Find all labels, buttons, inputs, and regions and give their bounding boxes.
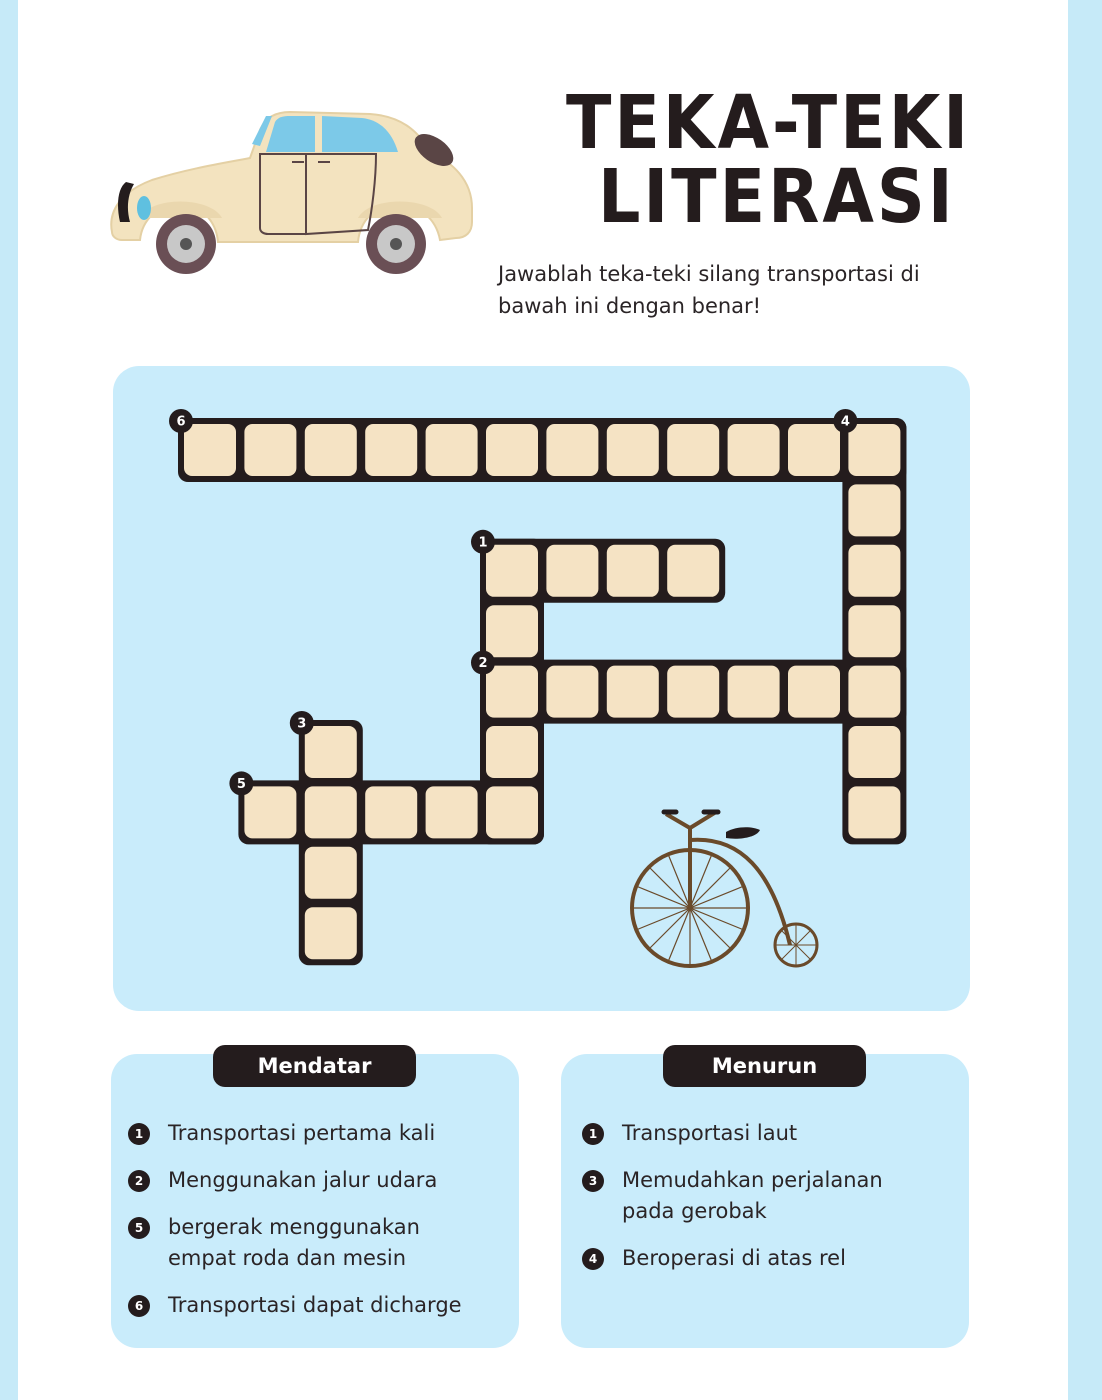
clue-number-label: 3 xyxy=(297,716,307,732)
title-line-1: TEKA-TEKI xyxy=(566,80,972,166)
clue-number-badge: 5 xyxy=(128,1217,150,1239)
crossword-cell[interactable] xyxy=(305,726,357,778)
across-header: Mendatar xyxy=(213,1045,416,1087)
crossword-cell[interactable] xyxy=(426,424,478,476)
clue-number-marker xyxy=(229,771,253,795)
across-clue-6 xyxy=(128,1290,508,1321)
clue-number-label: 1 xyxy=(478,535,488,551)
crossword-cell[interactable] xyxy=(365,786,417,838)
crossword-cell[interactable] xyxy=(365,424,417,476)
clue-number-marker xyxy=(833,409,857,433)
clue-text: Transportasi laut xyxy=(622,1121,798,1145)
crossword-cell[interactable] xyxy=(848,726,900,778)
across-clue-list xyxy=(128,1118,508,1321)
crossword-cell[interactable] xyxy=(546,666,598,718)
crossword-cell[interactable] xyxy=(426,786,478,838)
crossword-cell[interactable] xyxy=(667,424,719,476)
crossword-cell[interactable] xyxy=(728,424,780,476)
down-clue-4 xyxy=(582,1243,952,1274)
crossword-cell[interactable] xyxy=(607,545,659,597)
crossword-cell[interactable] xyxy=(305,786,357,838)
down-header: Menurun xyxy=(663,1045,866,1087)
title-line-2: LITERASI xyxy=(598,154,956,240)
crossword-cell[interactable] xyxy=(728,666,780,718)
across-clue-1 xyxy=(128,1118,508,1149)
crossword-cell[interactable] xyxy=(848,484,900,536)
crossword-cell[interactable] xyxy=(848,786,900,838)
crossword-cell[interactable] xyxy=(244,786,296,838)
clue-text: Beroperasi di atas rel xyxy=(622,1246,846,1270)
across-clue-2 xyxy=(128,1165,508,1196)
crossword-cell[interactable] xyxy=(486,726,538,778)
clue-number-badge: 1 xyxy=(128,1123,150,1145)
crossword-cell[interactable] xyxy=(244,424,296,476)
crossword-cell[interactable] xyxy=(848,545,900,597)
clue-number-badge: 6 xyxy=(128,1295,150,1317)
crossword-cell[interactable] xyxy=(305,907,357,959)
crossword-cell[interactable] xyxy=(546,424,598,476)
clue-number-marker xyxy=(471,530,495,554)
clue-number-badge: 3 xyxy=(582,1170,604,1192)
clue-text: Transportasi pertama kali xyxy=(168,1121,436,1145)
crossword-cell[interactable] xyxy=(848,424,900,476)
crossword-cell[interactable] xyxy=(305,847,357,899)
down-clue-3 xyxy=(582,1165,902,1227)
clue-number-marker xyxy=(169,409,193,433)
clue-number-label: 5 xyxy=(236,776,246,792)
clue-number-badge: 1 xyxy=(582,1123,604,1145)
clue-text: Transportasi dapat dicharge xyxy=(168,1293,462,1317)
clue-number-label: 6 xyxy=(176,414,186,430)
crossword-cell[interactable] xyxy=(486,605,538,657)
clue-number-label: 2 xyxy=(478,656,488,672)
across-clue-5 xyxy=(128,1212,468,1274)
crossword-cell[interactable] xyxy=(607,424,659,476)
clue-number-badge: 2 xyxy=(128,1170,150,1192)
instruction-text: Jawablah teka-teki silang transportasi di bawah ini dengan benar! xyxy=(498,262,920,318)
clue-number-label: 4 xyxy=(840,414,850,430)
clue-text: Menggunakan jalur udara xyxy=(168,1168,438,1192)
down-clue-list xyxy=(582,1118,952,1274)
crossword-cell[interactable] xyxy=(486,545,538,597)
clue-text: Memudahkan perjalanan pada gerobak xyxy=(622,1168,883,1223)
crossword-cell[interactable] xyxy=(788,666,840,718)
clue-number-badge: 4 xyxy=(582,1248,604,1270)
crossword-cell[interactable] xyxy=(486,666,538,718)
crossword-cell[interactable] xyxy=(788,424,840,476)
crossword-cell[interactable] xyxy=(546,545,598,597)
crossword-cell[interactable] xyxy=(848,666,900,718)
clue-text: bergerak menggunakan empat roda dan mesin xyxy=(168,1215,420,1270)
crossword-cell[interactable] xyxy=(486,786,538,838)
crossword-cell[interactable] xyxy=(667,666,719,718)
crossword-cell[interactable] xyxy=(305,424,357,476)
crossword-cell[interactable] xyxy=(607,666,659,718)
crossword-cell[interactable] xyxy=(486,424,538,476)
crossword-cell[interactable] xyxy=(184,424,236,476)
clue-number-marker xyxy=(290,711,314,735)
down-clue-1 xyxy=(582,1118,952,1149)
crossword-cell[interactable] xyxy=(667,545,719,597)
bicycle-illustration xyxy=(632,812,817,966)
crossword-cell[interactable] xyxy=(848,605,900,657)
clue-number-marker xyxy=(471,651,495,675)
